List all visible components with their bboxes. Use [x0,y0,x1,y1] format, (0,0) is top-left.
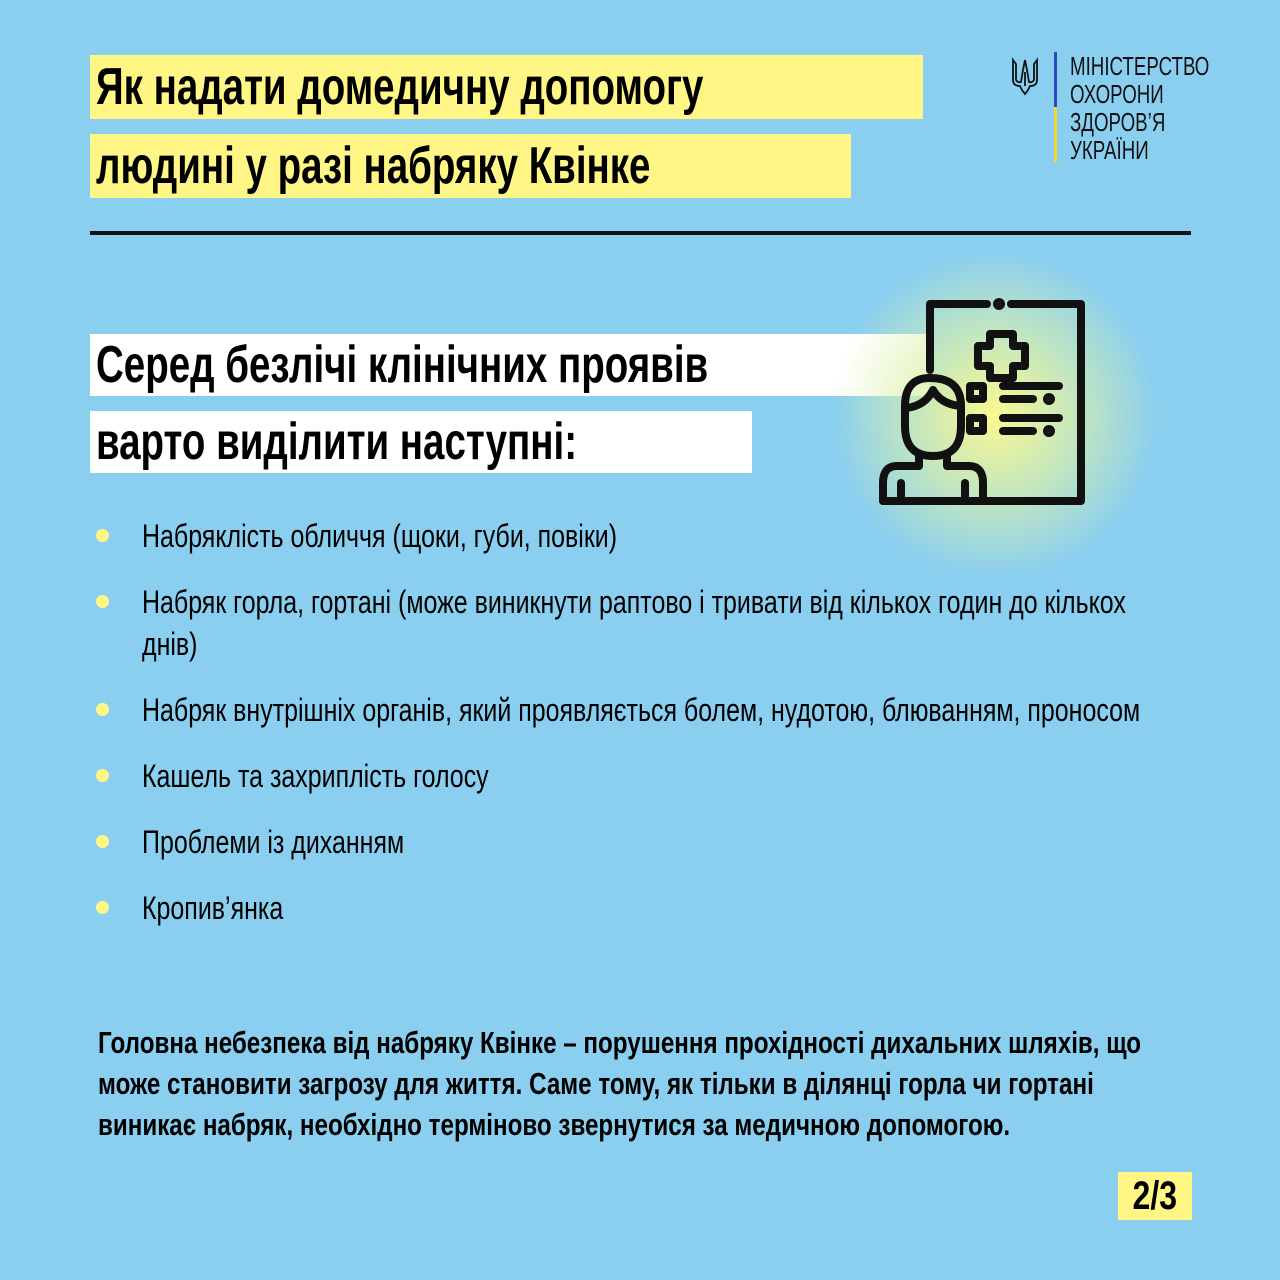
list-item: Набряклість обличчя (щоки, губи, повіки) [96,515,1156,557]
title-line-2: людині у разі набряку Квінке [90,134,851,198]
logo-line-2: ОХОРОНИ [1070,79,1164,109]
bullet-dot-icon [96,835,109,848]
warning-paragraph: Головна небезпека від набряку Квінке – порушення прохідності дихальних шляхів, що може становити загрозу для життя. Саме тому, як тільки в ділянці горла чи гортані виникає набряк, необхідно терміново звернутися за медичною допомогою. [98,1025,1142,1142]
list-item: Проблеми із диханням [96,821,1156,863]
bullet-dot-icon [96,595,109,608]
bullet-dot-icon [96,529,109,542]
page-title [90,55,923,213]
list-item: Кропив’янка [96,887,1156,929]
page-indicator: 2/3 [1118,1172,1192,1220]
list-item: Кашель та захриплість голосу [96,755,1156,797]
header-divider [90,231,1191,235]
bullet-dot-icon [96,901,109,914]
title-line-1: Як надати домедичну допомогу [90,55,923,119]
section-subtitle [90,334,929,488]
logo-line-1: МІНІСТЕРСТВО [1070,51,1210,81]
list-item: Набряк внутрішніх органів, який проявляється болем, нудотою, блюванням, проносом [96,689,1156,731]
logo-line-3: ЗДОРОВ’Я [1070,107,1166,137]
bullet-dot-icon [96,769,109,782]
trident-icon [1010,56,1040,96]
bullet-dot-icon [96,703,109,716]
subtitle-line-1: Серед безлічі клінічних проявів [90,334,929,396]
ministry-logo [1010,52,1264,164]
logo-line-4: УКРАЇНИ [1070,135,1149,165]
symptoms-list [96,515,1156,953]
flag-divider [1054,52,1057,162]
list-item: Набряк горла, гортані (може виникнути раптово і тривати від кількох годин до кількох днів) [96,581,1156,665]
medical-record-person-icon [875,298,1095,513]
subtitle-line-2: варто виділити наступні: [90,411,752,473]
